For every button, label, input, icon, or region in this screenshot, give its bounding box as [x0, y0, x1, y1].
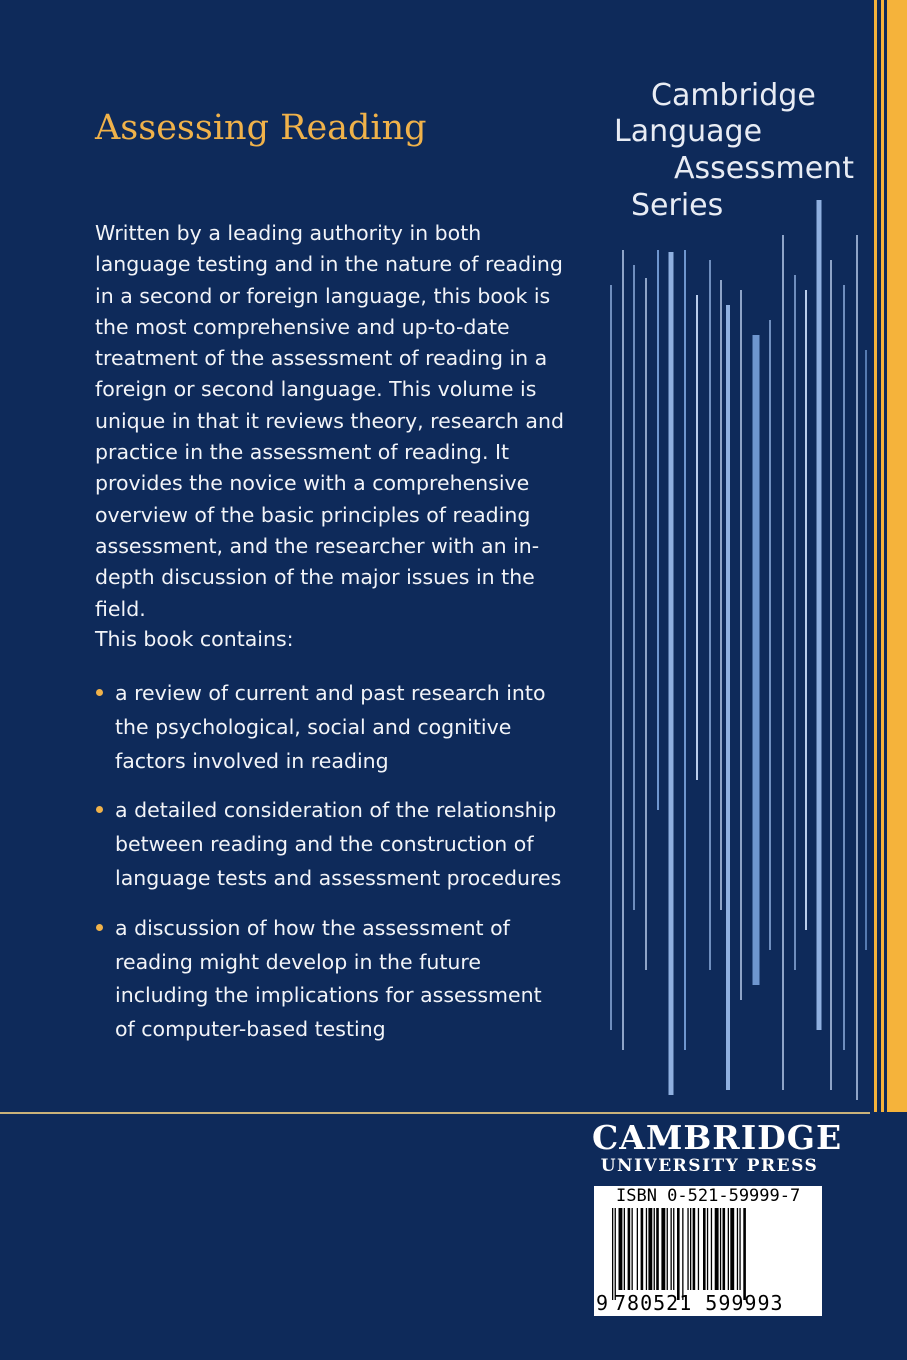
barcode-bar — [687, 1208, 688, 1290]
barcode-bar — [667, 1208, 668, 1290]
list-item — [95, 912, 565, 1047]
barcode-bar — [632, 1208, 633, 1290]
barcode-bar — [728, 1208, 729, 1290]
barcode-bar — [671, 1208, 672, 1290]
decorative-line — [726, 305, 730, 1090]
barcode — [612, 1208, 812, 1302]
decorative-line — [830, 260, 832, 1090]
ean-digits: 780521 599993 — [614, 1291, 784, 1315]
barcode-bar — [641, 1208, 644, 1290]
barcode-bar — [723, 1208, 726, 1290]
barcode-bar — [656, 1208, 659, 1290]
barcode-bar — [739, 1208, 740, 1290]
barcode-bar — [693, 1208, 696, 1290]
bullet-dot-icon — [96, 689, 103, 696]
barcode-bar — [612, 1208, 613, 1300]
barcode-bar — [682, 1208, 683, 1300]
decorative-line — [696, 295, 698, 780]
series-line-2: Language — [614, 114, 763, 149]
bullet-dot-icon — [96, 924, 103, 931]
isbn-text: ISBN 0-521-59999-7 — [616, 1186, 801, 1206]
decorative-vertical-lines — [600, 190, 870, 1112]
publisher-name: CAMBRIDGE — [592, 1118, 843, 1157]
barcode-bar — [673, 1208, 674, 1290]
bottom-divider — [0, 1112, 870, 1114]
decorative-line — [645, 278, 647, 970]
barcode-panel — [594, 1186, 822, 1316]
series-line-1: Cambridge — [651, 78, 816, 113]
decorative-line — [740, 290, 742, 1000]
series-line-4: Series — [631, 188, 724, 223]
contents-list — [95, 677, 565, 1063]
decorative-line — [669, 252, 674, 1095]
barcode-bar — [661, 1208, 665, 1290]
series-line-3: Assessment — [674, 151, 854, 186]
barcode-bar — [711, 1208, 712, 1290]
barcode-bar — [628, 1208, 631, 1290]
barcode-bar — [720, 1208, 721, 1290]
barcode-bar — [698, 1208, 699, 1290]
decorative-line — [865, 350, 867, 950]
barcode-bar — [737, 1208, 738, 1290]
list-item-text: a review of current and past research into the psychological, social and cognitive factors involved in reading — [115, 681, 546, 773]
barcode-bar — [743, 1208, 746, 1300]
barcode-bar — [703, 1208, 706, 1290]
bullet-dot-icon — [96, 806, 103, 813]
decorative-line — [633, 265, 635, 910]
decorative-line — [817, 200, 822, 1030]
barcode-bar — [730, 1208, 734, 1290]
list-item — [95, 677, 565, 778]
barcode-bar — [715, 1208, 719, 1290]
publisher-subtitle: UNIVERSITY PRESS — [600, 1156, 819, 1176]
publisher-logo — [592, 1118, 843, 1176]
list-item-text: a discussion of how the assessment of reading might develop in the future including the implications for assessment of computer-based testing — [115, 915, 542, 1042]
barcode-bar — [707, 1208, 708, 1290]
gold-edge-strip — [870, 0, 907, 1112]
decorative-line — [720, 280, 722, 910]
barcode-bar — [646, 1208, 647, 1290]
decorative-line — [805, 290, 807, 930]
barcode-bar — [648, 1208, 652, 1290]
decorative-line — [843, 285, 845, 1050]
barcode-bar — [615, 1208, 616, 1300]
list-item — [95, 794, 565, 895]
decorative-line — [769, 320, 771, 950]
ean-lead-digit: 9 — [596, 1291, 609, 1315]
barcode-bar — [690, 1208, 691, 1290]
barcode-bar — [637, 1208, 638, 1290]
barcode-bar — [624, 1208, 625, 1290]
decorative-line — [856, 235, 858, 1100]
barcode-bar — [619, 1208, 623, 1290]
list-item-text: a detailed consideration of the relationship between reading and the construction of language tests and assessment procedures — [115, 798, 562, 890]
book-title: Assessing Reading — [95, 108, 427, 148]
decorative-line — [709, 260, 711, 970]
barcode-bar — [654, 1208, 655, 1290]
contents-heading: This book contains: — [95, 627, 294, 651]
description-text: Written by a leading authority in both language testing and in the nature of reading in a second or foreign language, this book is the most comprehensive and up-to-date treatment of the assessment of reading in a foreign or second language. This volume is unique in that it reviews theory, research and practice in the assessment of reading. It provides the novice with a comprehensive overview of the basic principles of reading assessment, and the researcher with an in-depth discussion of the major issues in the field. — [95, 221, 564, 621]
decorative-line — [622, 250, 624, 1050]
decorative-line — [753, 335, 760, 985]
decorative-line — [684, 250, 686, 1050]
decorative-line — [782, 235, 784, 1090]
decorative-line — [794, 275, 796, 970]
barcode-bar — [677, 1208, 680, 1300]
decorative-line — [610, 285, 612, 1030]
decorative-line — [657, 250, 659, 810]
